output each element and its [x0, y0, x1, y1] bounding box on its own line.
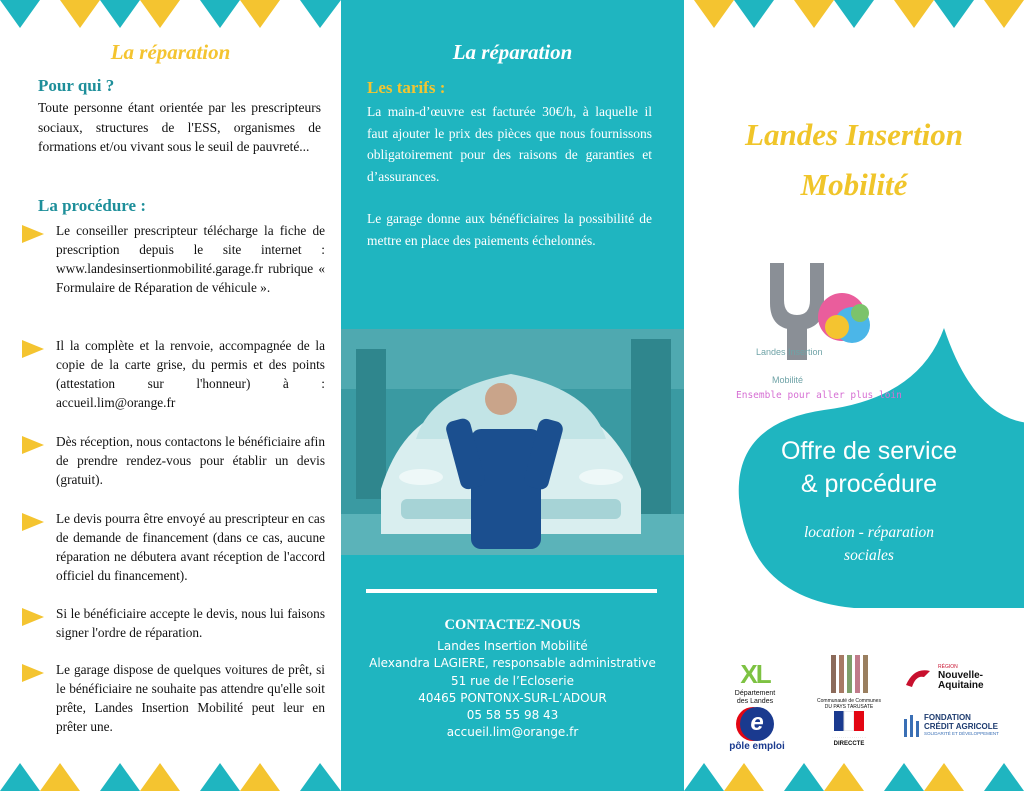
procedure-step: [22, 509, 327, 585]
contact-line: 51 rue de l’Ecloserie: [451, 673, 574, 688]
brand-title-line: Mobilité: [800, 167, 908, 202]
procedure-step: [22, 221, 327, 297]
tarifs-heading: Les tarifs :: [367, 78, 446, 97]
contact-line: Landes Insertion Mobilité: [437, 639, 588, 653]
logo-text: Mobilité: [772, 375, 804, 385]
yellow-arrow-icon: [22, 336, 44, 412]
brand-title: [684, 110, 1024, 210]
brand-title-line: Landes Insertion: [745, 117, 963, 152]
procedure-heading: La procédure :: [38, 196, 146, 215]
departement-landes-logo: XL Département des Landes: [734, 659, 776, 705]
direccte-logo: · · · · · · · · · · · · · · · · DIRECCTE: [812, 711, 886, 748]
left-panel: [0, 0, 341, 791]
yellow-arrow-icon: [22, 604, 44, 642]
tarifs-text: La main-d’œuvre est facturée 30€/h, à laquelle il faut ajouter le prix des pièces que nous fournissons obligatoirement pour des raisons de garanties et d’assurances.: [367, 104, 652, 184]
lim-logo: [742, 255, 972, 405]
pole-emploi-logo: e pôle emploi: [729, 709, 785, 752]
fondation-credit-agricole-logo: FONDATION CRÉDIT AGRICOLE SOLIDARITÉ ET DÉVELOPPEMENT: [902, 713, 1014, 737]
left-panel-title: La réparation: [110, 40, 231, 64]
communaute-communes-logo: Communauté de Communes DU PAYS TARUSATE: [814, 655, 884, 710]
contact-line: 40465 PONTONX-SUR-L’ADOUR: [418, 690, 607, 705]
offer-title-line: Offre de service: [780, 437, 957, 465]
offer-title-line: & procédure: [800, 470, 938, 498]
logo-text: Landes Insertion: [756, 347, 823, 357]
pour-qui-heading: Pour qui ?: [38, 76, 115, 95]
nouvelle-aquitaine-logo: RÉGION Nouvelle- Aquitaine: [904, 663, 1014, 691]
procedure-step-text: Il la complète et la renvoie, accompagnée de la copie de la carte grise, du permis et des points (attestation sur l'honneur) à : accueil.lim@orange.fr: [56, 338, 325, 410]
contact-line: Alexandra LAGIERE, responsable administrative: [369, 656, 656, 671]
top-triangle-band: [684, 0, 1024, 30]
pour-qui-text: Toute personne étant orientée par les prescripteurs sociaux, structures de l'ESS, organismes de formations et/ou vivant sous le seuil de pauvreté...: [38, 100, 321, 154]
offer-title: [744, 435, 994, 501]
contact-email: accueil.lim@orange.fr: [446, 725, 579, 740]
procedure-step-text: Si le bénéficiaire accepte le devis, nous lui faisons signer l'ordre de réparation.: [56, 606, 325, 640]
middle-panel-title: La réparation: [452, 40, 573, 64]
mechanic-photo: [341, 329, 684, 555]
middle-panel: [341, 0, 684, 791]
procedure-step-text: Le devis pourra être envoyé au prescripteur en cas de demande de financement (dans ce cas, aucune réparation ne débutera avant réception de l'accord officiel du financement).: [56, 511, 325, 583]
procedure-step-text: Le garage dispose de quelques voitures de prêt, si le bénéficiaire ne souhaite pas attendre qu'elle soit prête, Landes Insertion Mobilité peut leur en prêter une.: [56, 662, 325, 734]
partner-logos: [704, 655, 1014, 765]
yellow-arrow-icon: [22, 221, 44, 297]
offer-subtitle: [744, 521, 994, 567]
divider-line: [366, 589, 657, 593]
bottom-triangle-band: [0, 761, 341, 791]
yellow-arrow-icon: [22, 509, 44, 585]
yellow-arrow-icon: [22, 432, 44, 489]
contact-phone: 05 58 55 98 43: [466, 708, 559, 723]
payment-text: Le garage donne aux bénéficiaires la possibilité de mettre en place des paiements échelonnés.: [367, 211, 652, 248]
contact-block: [341, 617, 684, 742]
bottom-triangle-band: [684, 761, 1024, 791]
right-panel: [684, 0, 1024, 791]
procedure-step: [22, 336, 327, 412]
logo-tagline: Ensemble pour aller plus loin: [736, 390, 902, 401]
procedure-step: [22, 604, 327, 642]
offer-subtitle-line: sociales: [844, 547, 894, 564]
procedure-step-text: Dès réception, nous contactons le bénéficiaire afin de prendre rendez-vous pour établir un devis (gratuit).: [56, 434, 325, 487]
top-triangle-band: [0, 0, 341, 30]
yellow-arrow-icon: [22, 660, 44, 736]
procedure-step: [22, 660, 327, 736]
contact-heading: CONTACTEZ-NOUS: [444, 617, 581, 633]
procedure-step: [22, 432, 327, 489]
procedure-step-text: Le conseiller prescripteur télécharge la fiche de prescription depuis le site internet : www.landesinsertionmobilité.garage.fr rubrique « Formulaire de Réparation de véhicule ».: [56, 223, 325, 295]
xl-mark: XL: [740, 659, 770, 689]
offer-subtitle-line: location - réparation: [803, 524, 935, 541]
